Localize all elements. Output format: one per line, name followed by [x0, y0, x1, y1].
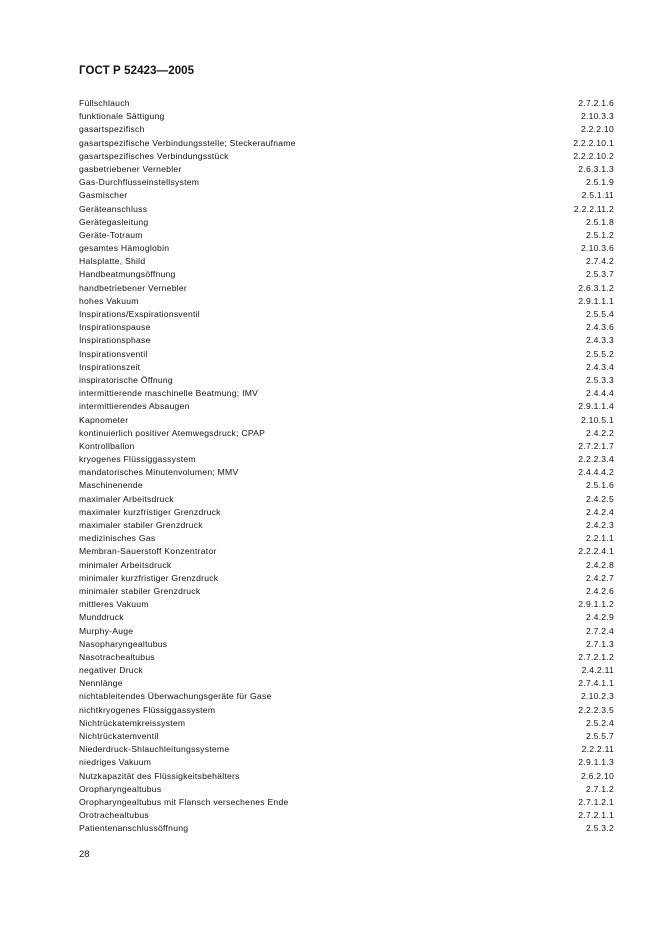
- index-entry: [79, 677, 614, 690]
- index-term: kryogenes Flüssiggassystem: [79, 454, 196, 465]
- index-entry: [79, 440, 614, 453]
- index-entry: [79, 203, 614, 216]
- index-term: Inspirationszeit: [79, 361, 141, 372]
- index-ref: 2.4.3.3: [585, 335, 614, 346]
- index-entry: [79, 361, 614, 374]
- index-ref: 2.10.5.1: [580, 414, 614, 425]
- index-term: Halsplatte, Shild: [79, 256, 146, 267]
- index-entry: [79, 110, 614, 123]
- index-ref: 2.2.2.4.1: [578, 546, 614, 557]
- index-ref: 2.5.5.7: [585, 731, 614, 741]
- index-term: mittleres Vakuum: [79, 599, 149, 610]
- index-ref: 2.6.2.10: [580, 770, 614, 781]
- index-ref: 2.4.2.11: [581, 665, 614, 676]
- index-term: gasartspezifisch: [79, 124, 145, 135]
- index-term: Füllschlauch: [79, 98, 130, 108]
- index-ref: 2.2.2.3.4: [578, 454, 614, 465]
- index-term: handbetriebener Vernebler: [79, 282, 188, 293]
- index-term: minimaler stabiler Grenzdruck: [79, 585, 201, 596]
- index-entry: [79, 427, 614, 440]
- index-term: Patientenanschlussöffnung: [79, 823, 189, 834]
- index-ref: 2.4.4.4.2: [578, 467, 614, 478]
- index-ref: 2.7.1.2.1: [578, 796, 614, 807]
- index-entry: [79, 638, 614, 651]
- index-ref: 2.10.2.3: [580, 691, 614, 702]
- index-term: maximaler stabiler Grenzdruck: [79, 520, 203, 530]
- index-ref: 2.5.2.4: [585, 717, 614, 728]
- index-entry: [79, 743, 614, 756]
- index-entry: [79, 585, 614, 598]
- index-term: Geräteanschluss: [79, 203, 148, 214]
- page-number: 28: [79, 849, 90, 860]
- index-ref: 2.4.2.9: [585, 612, 614, 623]
- index-ref: 2.7.2.1.2: [578, 651, 614, 662]
- index-entry: [79, 229, 614, 242]
- index-entry: [79, 268, 614, 281]
- index-entry: [79, 242, 614, 255]
- index-entry: [79, 466, 614, 479]
- index-ref: 2.4.2.2: [585, 427, 614, 438]
- index-entry: [79, 704, 614, 717]
- index-ref: 2.2.2.3.5: [578, 704, 614, 715]
- index-term: Orotrachealtubus: [79, 810, 149, 821]
- index-entry: [79, 559, 614, 572]
- index-entry: [79, 255, 614, 268]
- index-ref: 2.4.2.8: [585, 559, 614, 570]
- index-term: minimaler kurzfristiger Grenzdruck: [79, 572, 219, 583]
- index-ref: 2.5.1.2: [585, 229, 614, 240]
- index-ref: 2.5.1.6: [585, 480, 614, 491]
- index-ref: 2.9.1.1.3: [578, 757, 614, 768]
- index-term: Munddruck: [79, 612, 124, 623]
- index-ref: 2.10.3.6: [580, 243, 614, 254]
- index-ref: 2.5.1.8: [585, 216, 614, 227]
- index-term: gasbetriebener Vernebler: [79, 163, 182, 174]
- index-ref: 2.9.1.1.4: [578, 401, 614, 412]
- index-term: Inspirationsventil: [79, 348, 148, 359]
- index-entry: [79, 321, 614, 334]
- index-ref: 2.7.2.1.6: [578, 98, 614, 108]
- index-entry: [79, 176, 614, 189]
- index-ref: 2.7.4.1.1: [578, 678, 614, 689]
- index-term: minimaler Arbeitsdruck: [79, 559, 172, 570]
- index-ref: 2.4.3.4: [585, 361, 614, 372]
- index-term: Oropharyngealtubus mit Flansch versechenes Ende: [79, 796, 289, 807]
- index-term: Oropharyngealtubus: [79, 783, 162, 794]
- index-entry: [79, 137, 614, 150]
- index-term: mandatorisches Minutenvolumen; MMV: [79, 467, 239, 478]
- index-entry: [79, 506, 614, 519]
- index-term: negativer Druck: [79, 665, 143, 676]
- index-term: medizinisches Gas: [79, 533, 156, 544]
- index-ref: 2.4.4.4: [585, 388, 614, 399]
- index-term: gasartspezifische Verbindungsstelle; Steckeraufname: [79, 137, 296, 148]
- index-entry: [79, 189, 614, 202]
- index-term: hohes Vakuum: [79, 295, 139, 306]
- index-ref: 2.5.1.11: [581, 190, 614, 201]
- index-ref: 2.7.1.3: [585, 638, 614, 649]
- index-entry: [79, 809, 614, 822]
- index-term: Maschinenende: [79, 480, 143, 491]
- index-term: maximaler Arbeitsdruck: [79, 493, 174, 504]
- index-term: Nasopharyngealtubus: [79, 638, 168, 649]
- index-term: Kapnometer: [79, 414, 129, 425]
- index-entry: [79, 387, 614, 400]
- index-entry: [79, 756, 614, 769]
- index-term: funktionale Sättigung: [79, 111, 165, 122]
- index-term: Murphy-Auge: [79, 625, 134, 636]
- index-entry: [79, 150, 614, 163]
- index-term: Nichtrückatemkreissystem: [79, 717, 186, 728]
- index-ref: 2.7.2.1.7: [578, 440, 614, 451]
- index-ref: 2.7.2.4: [585, 625, 614, 636]
- index-entry: [79, 400, 614, 413]
- index-term: maximaler kurzfristiger Grenzdruck: [79, 506, 221, 517]
- index-entry: [79, 545, 614, 558]
- index-term: kontinuierlich positiver Atemwegsdruck; CPAP: [79, 427, 266, 438]
- index-entry: [79, 598, 614, 611]
- index-term: Inspirationspause: [79, 322, 151, 333]
- index-term: Nichtrückatemventil: [79, 731, 159, 741]
- index-term: Kontrollballon: [79, 440, 135, 451]
- index-ref: 2.4.2.6: [585, 585, 614, 596]
- index-entry: [79, 308, 614, 321]
- index-entry: [79, 334, 614, 347]
- index-ref: 2.2.2.10.1: [573, 137, 614, 148]
- page-header: ГОСТ Р 52423—2005: [79, 65, 195, 77]
- index-ref: 2.5.3.7: [585, 269, 614, 280]
- index-entry: [79, 453, 614, 466]
- index-ref: 2.2.2.11: [581, 744, 614, 755]
- index-entry: [79, 295, 614, 308]
- index-entry: [79, 348, 614, 361]
- index-term: Nennlänge: [79, 678, 123, 689]
- index-entry: [79, 532, 614, 545]
- index-ref: 2.9.1.1.1: [578, 295, 614, 306]
- index-term: Gerätegasleitung: [79, 216, 149, 227]
- index-term: gesamtes Hämoglobin: [79, 243, 170, 254]
- index-ref: 2.5.3.2: [585, 823, 614, 834]
- index-term: Inspirationsphase: [79, 335, 151, 346]
- index-term: Nasotrachealtubus: [79, 651, 155, 662]
- index-term: Gas-Durchflusseinstellsystem: [79, 177, 200, 188]
- index-ref: 2.5.5.2: [585, 348, 614, 359]
- index-ref: 2.9.1.1.2: [578, 599, 614, 610]
- index-entry: [79, 625, 614, 638]
- index-ref: 2.4.2.4: [585, 506, 614, 517]
- index-term: gasartspezifisches Verbindungsstück: [79, 150, 229, 161]
- index-entry: [79, 796, 614, 809]
- index-ref: 2.7.4.2: [585, 256, 614, 267]
- index-entry: [79, 572, 614, 585]
- index-term: intermittierende maschinelle Beatmung; IMV: [79, 388, 259, 399]
- index-ref: 2.4.2.3: [585, 520, 614, 530]
- index-entry: [79, 493, 614, 506]
- index-ref: 2.4.2.7: [585, 572, 614, 583]
- index-ref: 2.2.2.11.2: [573, 203, 614, 214]
- index-entry: [79, 717, 614, 730]
- index-ref: 2.2.1.1: [585, 533, 614, 544]
- index-list: [79, 97, 614, 836]
- index-entry: [79, 97, 614, 110]
- index-ref: 2.4.3.6: [585, 322, 614, 333]
- index-entry: [79, 519, 614, 532]
- index-entry: [79, 163, 614, 176]
- index-term: Gasmischer: [79, 190, 128, 201]
- index-term: niedriges Vakuum: [79, 757, 152, 768]
- index-entry: [79, 374, 614, 387]
- index-ref: 2.5.5.4: [585, 309, 614, 319]
- index-entry: [79, 123, 614, 136]
- index-term: Nutzkapazität des Flüssigkeitsbehälters: [79, 770, 240, 781]
- index-ref: 2.2.2.10.2: [573, 150, 614, 161]
- index-entry: [79, 282, 614, 295]
- index-ref: 2.7.1.2: [585, 783, 614, 794]
- index-ref: 2.5.3.3: [585, 374, 614, 385]
- index-term: Inspirations/Exspirationsventil: [79, 309, 200, 319]
- index-entry: [79, 690, 614, 703]
- index-ref: 2.6.3.1.3: [578, 163, 614, 174]
- index-entry: [79, 783, 614, 796]
- index-entry: [79, 822, 614, 835]
- index-entry: [79, 611, 614, 624]
- index-ref: 2.4.2.5: [585, 493, 614, 504]
- index-entry: [79, 414, 614, 427]
- index-term: nichtableitendes Überwachungsgeräte für Gase: [79, 691, 272, 702]
- index-ref: 2.6.3.1.2: [578, 282, 614, 293]
- index-entry: [79, 770, 614, 783]
- index-term: intermittierendes Absaugen: [79, 401, 190, 412]
- index-term: nichtkryogenes Flüssiggassystem: [79, 704, 216, 715]
- index-entry: [79, 216, 614, 229]
- index-term: Niederdruck-Shlauchleitungssysteme: [79, 744, 230, 755]
- index-term: Membran-Sauerstoff Konzentrator: [79, 546, 217, 557]
- index-ref: 2.5.1.9: [585, 177, 614, 188]
- index-term: inspiratorische Öffnung: [79, 374, 173, 385]
- index-ref: 2.10.3.3: [580, 111, 614, 122]
- index-entry: [79, 479, 614, 492]
- index-term: Handbeatmungsöffnung: [79, 269, 176, 280]
- index-term: Geräte-Totraum: [79, 229, 143, 240]
- index-entry: [79, 664, 614, 677]
- index-ref: 2.7.2.1.1: [578, 810, 614, 821]
- index-entry: [79, 651, 614, 664]
- index-entry: [79, 730, 614, 743]
- index-ref: 2.2.2.10: [580, 124, 614, 135]
